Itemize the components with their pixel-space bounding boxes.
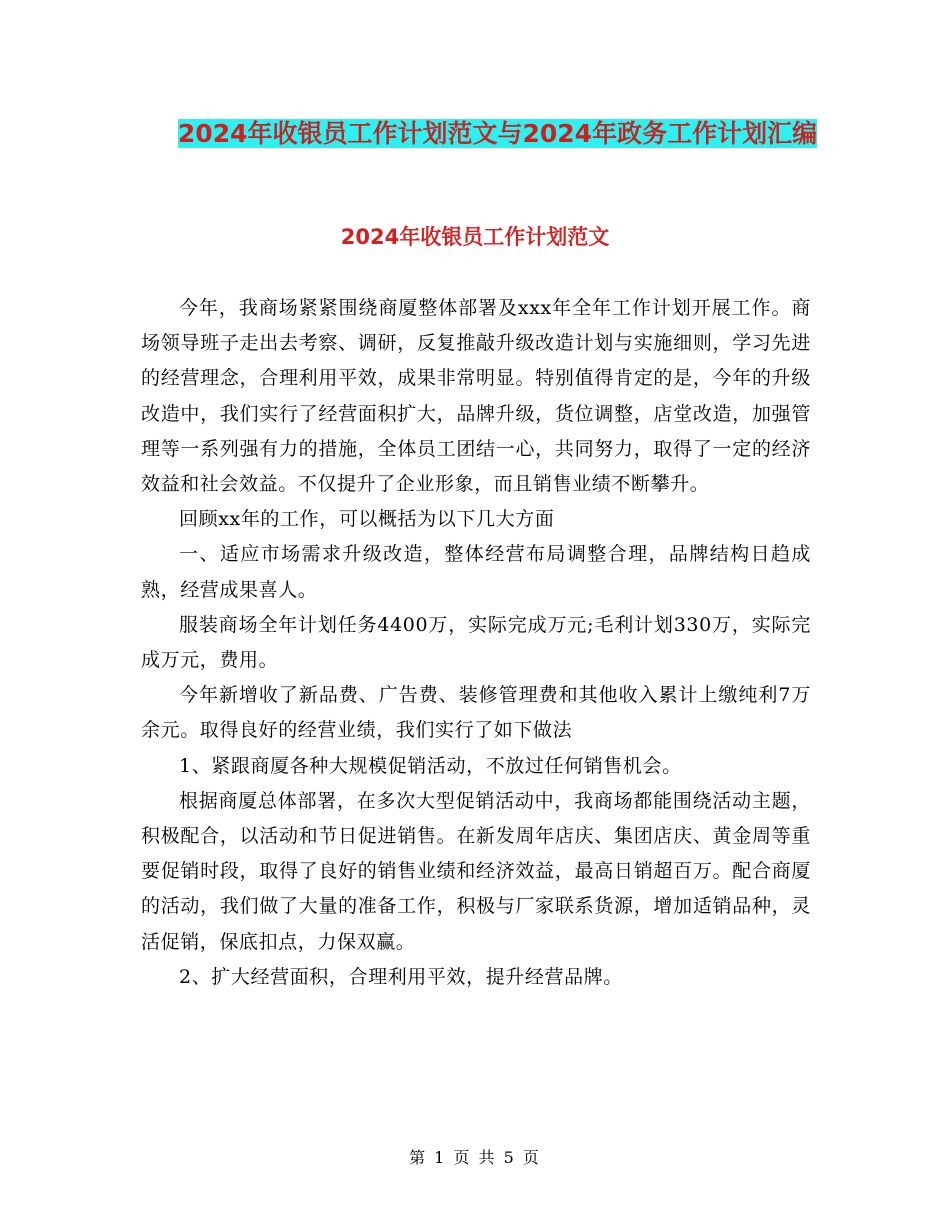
document-body <box>141 291 811 995</box>
paragraph: 今年，我商场紧紧围绕商厦整体部署及xxx年全年工作计划开展工作。商场领导班子走出去考察、调研，反复推敲升级改造计划与实施细则，学习先进的经营理念，合理利用平效，成果非常明显。特别值得肯定的是，今年的升级改造中，我们实行了经营面积扩大，品牌升级，货位调整，店堂改造，加强管理等一系列强有力的措施，全体员工团结一心，共同努力，取得了一定的经济效益和社会效益。不仅提升了企业形象，而且销售业绩不断攀升。 <box>141 297 811 496</box>
paragraph: 根据商厦总体部署，在多次大型促销活动中，我商场都能围绕活动主题，积极配合，以活动和节日促进销售。在新发周年店庆、集团店庆、黄金周等重要促销时段，取得了良好的销售业绩和经济效益，最高日销超百万。配合商厦的活动，我们做了大量的准备工作，积极与厂家联系货源，增加适销品种，灵活促销，保底扣点，力保双赢。 <box>141 789 811 953</box>
document-title-text: 2024年收银员工作计划范文与2024年政务工作计划汇编 <box>177 119 818 148</box>
paragraph: 一、适应市场需求升级改造，整体经营布局调整合理，品牌结构日趋成熟，经营成果喜人。 <box>141 543 811 601</box>
paragraph: 服装商场全年计划任务4400万，实际完成万元;毛利计划330万，实际完成万元，费用。 <box>141 613 811 672</box>
document-title <box>140 112 855 156</box>
paragraph: 回顾xx年的工作，可以概括为以下几大方面 <box>179 508 555 531</box>
page-footer: 第 1 页 共 5 页 <box>409 1148 541 1167</box>
section-title: 2024年收银员工作计划范文 <box>340 225 610 249</box>
paragraph: 今年新增收了新品费、广告费、装修管理费和其他收入累计上缴纯利7万余元。取得良好的经营业绩，我们实行了如下做法 <box>141 684 811 742</box>
paragraph: 2、扩大经营面积，合理利用平效，提升经营品牌。 <box>179 965 623 988</box>
paragraph: 1、紧跟商厦各种大规模促销活动，不放过任何销售机会。 <box>179 754 682 777</box>
